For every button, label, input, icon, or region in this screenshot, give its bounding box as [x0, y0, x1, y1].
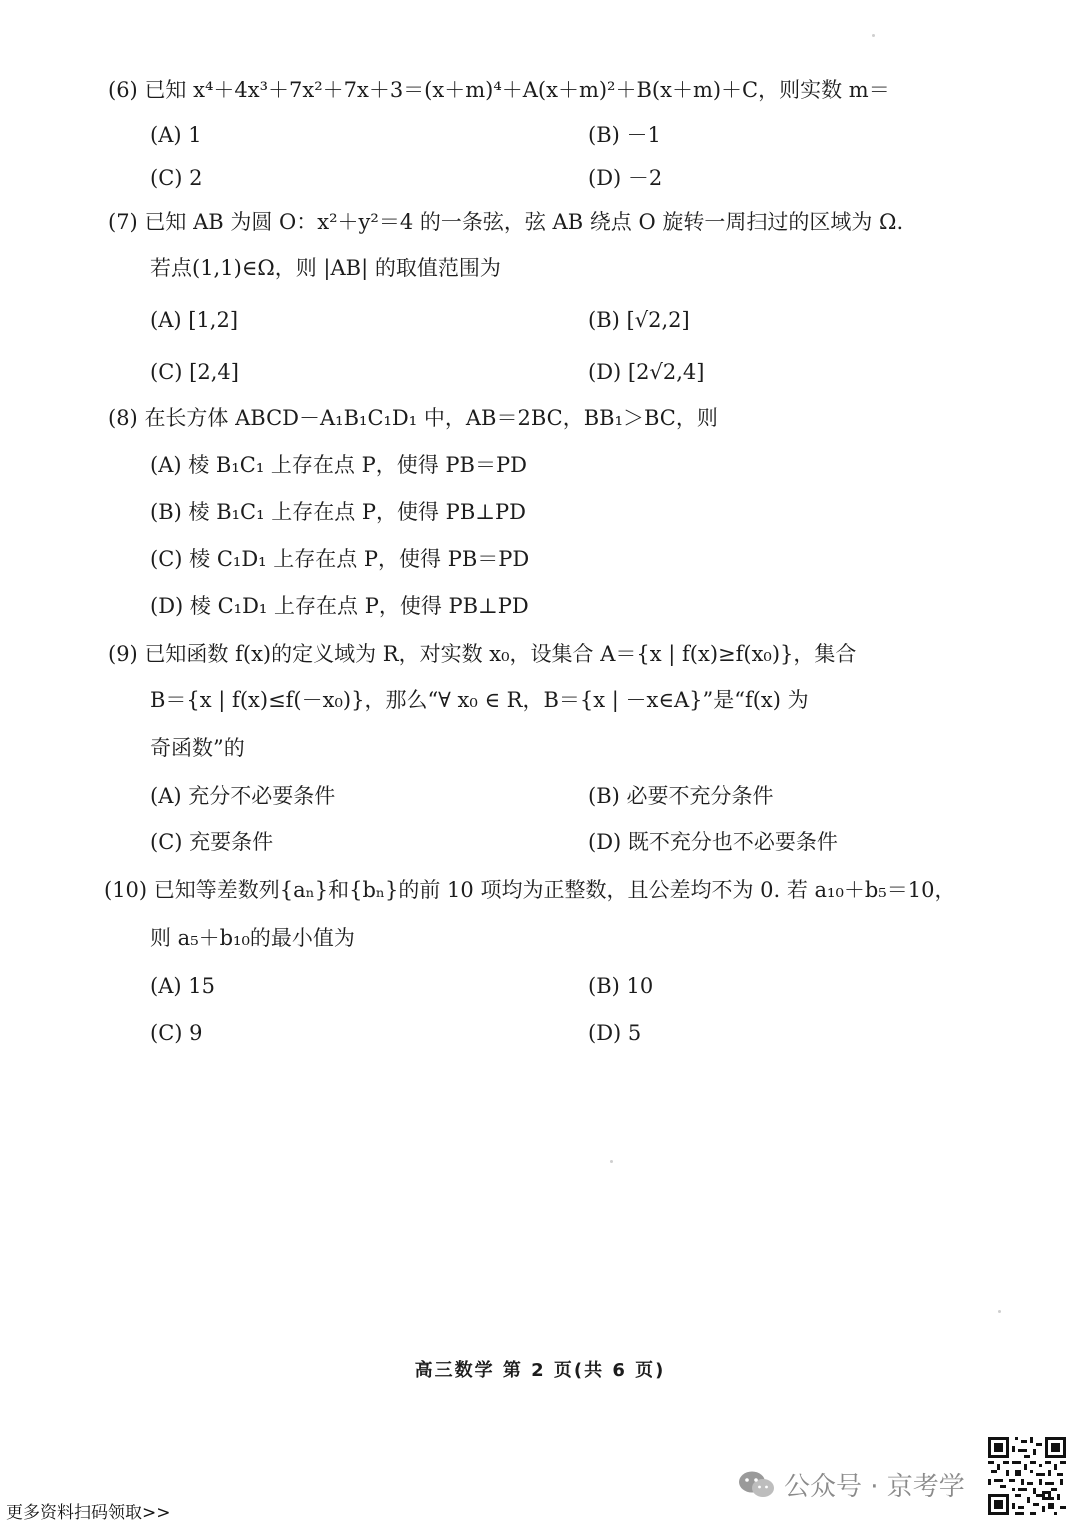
promo-link[interactable]: 更多资料扫码领取>> — [6, 1503, 171, 1523]
option-b: (B) 必要不充分条件 — [588, 784, 774, 808]
option-c: (C) 棱 C₁D₁ 上存在点 P，使得 PB＝PD — [150, 547, 530, 571]
question-9-line-2: B＝{x | f(x)≤f(－x₀)}，那么“∀ x₀ ∈ R，B＝{x | －x∈A}”是“f(x) 为 — [150, 688, 809, 712]
question-text: 已知 AB 为圆 O：x²＋y²＝4 的一条弦，弦 AB 绕点 O 旋转一周扫过的区域为 Ω. — [144, 210, 904, 234]
option-b: (B) [√2,2] — [588, 308, 690, 332]
option-a: (A) 充分不必要条件 — [150, 784, 336, 808]
option-a: (A) 1 — [150, 123, 202, 147]
option-a: (A) 15 — [150, 974, 215, 998]
option-c: (C) 2 — [150, 166, 203, 190]
option-b: (B) 棱 B₁C₁ 上存在点 P，使得 PB⊥PD — [150, 500, 526, 524]
option-c: (C) 9 — [150, 1021, 203, 1045]
option-d: (D) [2√2,4] — [588, 360, 705, 384]
question-text: 在长方体 ABCD－A₁B₁C₁D₁ 中，AB＝2BC，BB₁＞BC，则 — [144, 406, 718, 430]
option-d: (D) 既不充分也不必要条件 — [588, 830, 838, 854]
question-7-line-2: 若点(1,1)∈Ω，则 |AB| 的取值范围为 — [150, 256, 501, 280]
scan-speck — [998, 1310, 1001, 1313]
question-number: (6) — [108, 78, 138, 102]
question-number: (8) — [108, 406, 138, 430]
option-d: (D) －2 — [588, 166, 663, 190]
scan-speck — [610, 1160, 613, 1163]
brand-watermark — [738, 1466, 965, 1503]
wechat-icon — [738, 1470, 776, 1500]
question-8-line-1 — [108, 404, 718, 432]
question-text: 已知等差数列{aₙ}和{bₙ}的前 10 项均为正整数，且公差均不为 0. 若 a₁₀＋b₅＝10， — [153, 878, 956, 902]
question-text: 已知 x⁴＋4x³＋7x²＋7x＋3＝(x＋m)⁴＋A(x＋m)²＋B(x＋m)＋C，则实数 m＝ — [144, 78, 890, 102]
option-a: (A) [1,2] — [150, 308, 239, 332]
option-d: (D) 5 — [588, 1021, 642, 1045]
question-number: (7) — [108, 210, 138, 234]
option-b: (B) 10 — [588, 974, 654, 998]
question-10-line-2: 则 a₅＋b₁₀的最小值为 — [150, 926, 355, 950]
option-d: (D) 棱 C₁D₁ 上存在点 P，使得 PB⊥PD — [150, 594, 529, 618]
question-7-line-1 — [108, 208, 903, 236]
brand-text: 公众号 · 京考学 — [784, 1472, 965, 1502]
question-10-line-1 — [104, 876, 955, 904]
option-a: (A) 棱 B₁C₁ 上存在点 P，使得 PB＝PD — [150, 453, 527, 477]
option-c: (C) 充要条件 — [150, 830, 274, 854]
page-footer: 高三数学 第 2 页(共 6 页) — [414, 1360, 666, 1381]
option-c: (C) [2,4] — [150, 360, 239, 384]
question-number: (9) — [108, 642, 138, 666]
question-number: (10) — [104, 878, 148, 902]
question-9-line-1 — [108, 640, 856, 668]
qr-code-icon[interactable] — [988, 1437, 1066, 1515]
option-b: (B) －1 — [588, 123, 661, 147]
question-6-line-1 — [108, 76, 890, 104]
question-text: 已知函数 f(x)的定义域为 R，对实数 x₀，设集合 A＝{x | f(x)≥f(x₀)}，集合 — [144, 642, 857, 666]
question-9-line-3: 奇函数”的 — [150, 736, 245, 760]
scan-speck — [872, 34, 875, 37]
